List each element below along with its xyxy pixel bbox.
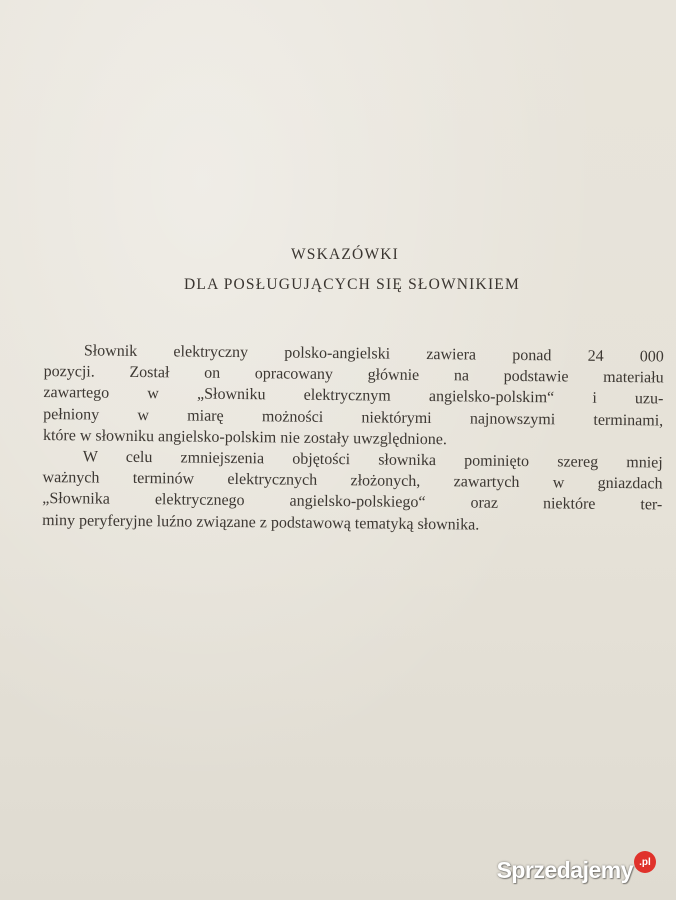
text-line: pozycji. Został on opracowany głównie na podstawie materiału — [43, 363, 664, 387]
watermark-badge: .pl — [634, 851, 656, 873]
page-title: WSKAZÓWKI — [290, 246, 400, 263]
text-line: Słownik elektryczny polsko-angielski zawiera ponad 24 000 — [83, 342, 664, 366]
paragraph-2 — [42, 446, 663, 537]
text-line: W celu zmniejszenia objętości słownika pominięto szereg mniej — [82, 448, 663, 472]
watermark-text: Sprzedajemy — [496, 857, 633, 883]
text-line: miny peryferyjne luźno związane z podstawową tematyką słownika. — [42, 511, 480, 534]
text-line: pełniony w miarę możności niektórymi najnowszymi terminami, — [43, 405, 664, 430]
text-line: ważnych terminów elektrycznych złożonych, zawartych w gniazdach — [42, 469, 663, 493]
page-subtitle: DLA POSŁUGUJĄCYCH SIĘ SŁOWNIKIEM — [184, 276, 520, 293]
text-line: „Słownika elektrycznego angielsko-polskiego“ oraz niektóre ter- — [42, 490, 663, 514]
sprzedajemy-watermark — [497, 857, 656, 884]
paragraph-1 — [43, 340, 664, 453]
body-text — [42, 340, 664, 537]
text-line: które w słowniku angielsko-polskim nie zostały uwzględnione. — [42, 426, 448, 449]
text-line: zawartego w „Słowniku elektrycznym angielsko-polskim“ i uzu- — [43, 384, 664, 408]
